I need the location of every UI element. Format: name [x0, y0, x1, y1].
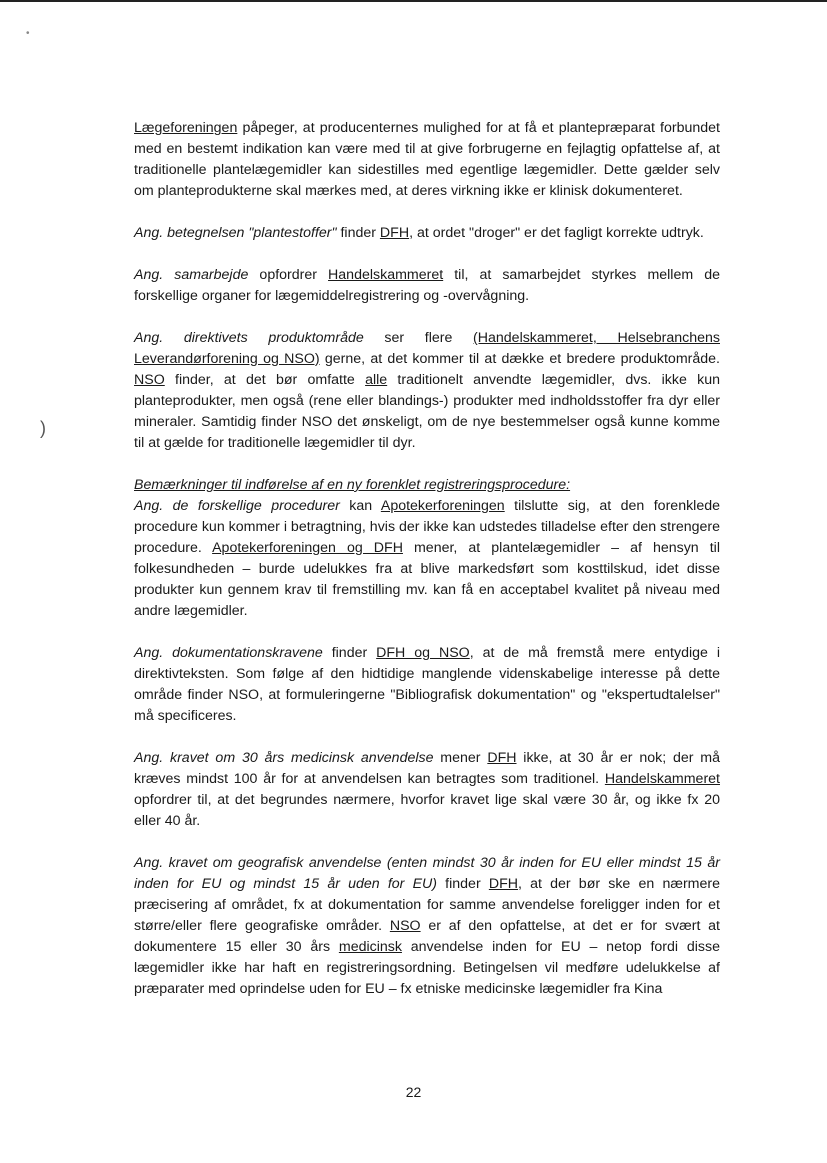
section-heading: Bemærkninger til indførelse af en ny forenklet registreringsprocedure: [134, 477, 571, 493]
paragraph-produktomraade: Ang. direktivets produktområde ser flere (Handelskammeret, Helsebranchens Leverandørforening og NSO) gerne, at det kommer til at dække et bredere produktområde. NSO finder, at det bør omfatte alle traditionelt anvendte lægemidler, dvs. ikke kun planteprodukter, men også (rene eller blandings-) produkter med indholdsstoffer fra dyr eller mineraler. Samtidig finder NSO det ønskeligt, om de nye bestemmelser også kunne komme til at gælde for traditionelle lægemidler til dyr. [134, 330, 720, 451]
scan-speck: • [26, 28, 30, 39]
paragraph-dokumentationskrav: Ang. dokumentationskravene finder DFH og NSO, at de må fremstå mere entydige i direktivteksten. Som følge af den hidtidige manglende videnskabelige interesse på dette område finder NSO, at formuleringerne "Bibliografisk dokumentation" og "ekspertudtalelser" må specificeres. [134, 645, 720, 724]
paragraph-procedurer: Ang. de forskellige procedurer kan Apotekerforeningen tilslutte sig, at den forenklede procedure kun kommer i betragtning, hvis der ikke kan udstedes tilladelse efter den strengere procedure. Apotekerforeningen og DFH mener, at plantelægemidler – af hensyn til folkesundheden – burde udelukkes fra at blive markedsført som kosttilskud, idet disse produkter kun gennem krav til fremstilling mv. kan få en acceptabel kvalitet på niveau med andre lægemidler. [134, 498, 720, 619]
document-body [134, 118, 720, 1021]
paragraph-samarbejde: Ang. samarbejde opfordrer Handelskammeret til, at samarbejdet styrkes mellem de forskellige organer for lægemiddelregistrering og -overvågning. [134, 267, 720, 304]
paragraph-geografisk: Ang. kravet om geografisk anvendelse (enten mindst 30 år inden for EU eller mindst 15 år inden for EU og mindst 15 år uden for EU) finder DFH, at der bør ske en nærmere præcisering af området, fx at dokumentation for samme anvendelse foreligger inden for et større/eller flere geografiske områder. NSO er af den opfattelse, at det er for svært at dokumentere 15 eller 30 års medicinsk anvendelse inden for EU – netop fordi disse lægemidler ikke har haft en registreringsordning. Betingelsen vil medføre udelukkelse af præparater med oprindelse uden for EU – fx etniske medicinske lægemidler fra Kina [134, 855, 720, 997]
paragraph-30-aar: Ang. kravet om 30 års medicinsk anvendelse mener DFH ikke, at 30 år er nok; der må kræves mindst 100 år for at anvendelsen kan betragtes som traditionel. Handelskammeret opfordrer til, at det begrundes nærmere, hvorfor kravet lige skal være 30 år, og ikke fx 20 eller 40 år. [134, 750, 720, 829]
page-number: 22 [405, 1084, 422, 1100]
scan-speck: ) [40, 418, 46, 438]
paragraph-laegeforeningen: Lægeforeningen påpeger, at producenternes mulighed for at få et plantepræparat forbundet med en bestemt indikation kan være med til at give forbrugerne en fejlagtig opfattelse af, at traditionelle plantelægemidler kan sidestilles med egentlige lægemidler. Dette gælder selv om planteprodukterne skal mærkes med, at deres virkning ikke er klinisk dokumenteret. [134, 120, 720, 199]
paragraph-plantestoffer: Ang. betegnelsen "plantestoffer" finder DFH, at ordet "droger" er det fagligt korrekte udtryk. [134, 225, 704, 241]
scan-top-edge [0, 0, 827, 2]
